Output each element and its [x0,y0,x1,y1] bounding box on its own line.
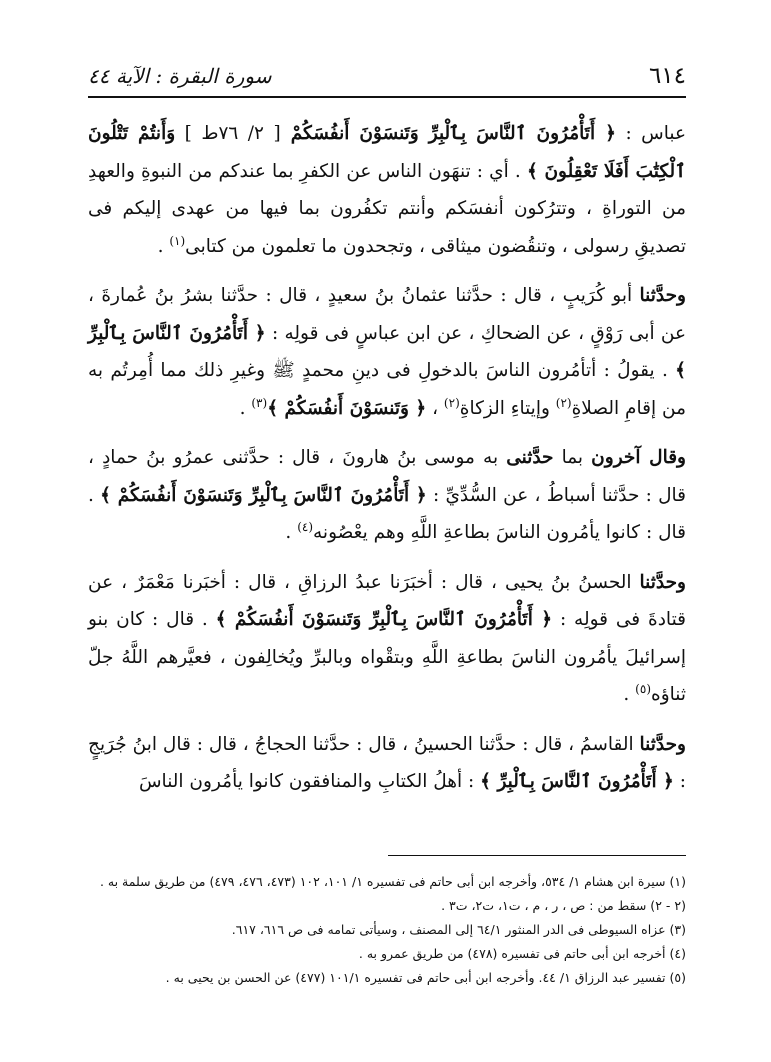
running-header [88,58,686,94]
header-title: سورة البقرة : الآية ٤٤ [88,64,272,88]
footnote: (٢ - ٢) سقط من : ص ، ر ، م ، ت١، ت٢، ت٣ . [441,898,686,913]
text-run: : أهلُ الكتابِ والمنافقون كانوا يأمُرون الناسَ [138,771,481,792]
text-run: القاسمُ ، قال : حدَّثنا الحسينُ ، قال : حدَّثنا الحجاجُ ، قال : قال ابنُ جُرَيجٍ : [88,733,686,792]
quran-quote: وَأَنتُمْ تَتْلُونَ ٱلْكِتَٰبَ أَفَلَا تَعْقِلُونَ ﴾ [88,123,687,182]
page-number: ٦١٤ [648,63,686,89]
text-run: . [157,235,170,257]
paragraph [88,439,686,552]
text-run: . [239,397,252,419]
paragraph [88,564,686,714]
text-run: . [623,684,636,705]
chain-lead: وحدَّثنا [639,733,686,755]
footnote: (١) سيرة ابن هشام ١/ ٥٣٤، وأخرجه ابن أبى حاتم فى تفسيره ١/ ١٠١، ١٠٢ (٤٧٣، ٤٧٦، ٤٧٩) من طريق سلمة به . [99,874,686,889]
footnote: (٤) أخرجه ابن أبى حاتم فى تفسيره (٤٧٨) من طريق عمرو به . [358,946,686,961]
chain-lead: وحدَّثنا [639,285,686,306]
text-run: ، [426,397,444,419]
footnotes [88,870,686,990]
quran-quote: ﴿ أَتَأْمُرُونَ ٱلنَّاسَ بِٱلْبِرِّ ﴾ [480,771,674,792]
text-run: . أي : تنهَون الناس عن الكفرِ بما عندكم من النبوةِ والعهدِ من التوراةِ ، وتترُكون أنفسَكم وأنتم تكفُرون بما فيها من عهدى إليكم فى تصديقِ رسولى ، وتنقُضون ميثاقى ، وتجحدون ما تعلمون من كتابى [88,160,686,257]
footnote-marker: (١) [169,233,186,248]
quran-quote: ﴿ أَتَأْمُرُونَ ٱلنَّاسَ بِٱلْبِرِّ ﴾ [88,322,686,381]
text-run: [ ٢/ ٧٦ط ] [175,123,281,144]
chain-lead: وقال آخرون [591,447,686,468]
text-run: به موسى بنُ هارونَ ، قال : حدَّثنى عمرُو بنُ حمادٍ ، قال : حدَّثنا أسباطُ ، عن السُّدِّيِّ : [88,447,687,506]
quran-quote: ﴿ أَتَأْمُرُونَ ٱلنَّاسَ بِٱلْبِرِّ وَتَنسَوْنَ أَنفُسَكُمْ [280,123,616,144]
footnote-marker: (٢) [555,395,572,410]
header-rule [88,96,686,98]
footnote-marker: (٥) [635,681,651,696]
quran-quote: ﴿ وَتَنسَوْنَ أَنفُسَكُمْ ﴾ [267,397,427,419]
footnote-marker: (٢) [443,395,460,410]
text-run: . قال : كانوا يأمُرون الناسَ بطاعةِ اللَّهِ وهم يعْصُونه [88,484,686,543]
chain-lead: حدَّثنى [506,447,554,468]
text-run: بما [553,447,592,468]
paragraph [88,726,686,801]
text-run: الحسنُ بنُ يحيى ، قال : أخبَرَنا عبدُ الرزاقِ ، قال : أخبَرنا مَعْمَرٌ ، عن قتادةَ فى قولِه : [88,571,686,630]
quran-quote: ﴿ أَتَأْمُرُونَ ٱلنَّاسَ بِٱلْبِرِّ وَتَنسَوْنَ أَنفُسَكُمْ ﴾ [100,484,427,506]
footnote: (٥) تفسير عبد الرزاق ١/ ٤٤. وأخرجه ابن أبى حاتم فى تفسيره ١٠١/١ (٤٧٧) عن الحسن بن يحيى به . [165,970,686,985]
footnote-rule [388,855,686,856]
text-run: وإيتاءِ الزكاةِ [459,397,556,419]
text-run: . يقولُ : أتأمُرون الناسَ بالدخولِ فى دينِ محمدٍ ﷺ وغيرِ ذلك مما أُمِرتُم به من إقامِ الصلاةِ [88,360,686,419]
footnote: (٣) عزاه السيوطى فى الدر المنثور ٦٤/١ إلى المصنف ، وسيأتى تمامه فى ص ٦١٦، ٦١٧. [231,922,686,937]
paragraph [88,115,686,265]
chain-lead: وحدَّثنا [639,571,686,593]
text-run: أبو كُرَيبٍ ، قال : حدَّثنا عثمانُ بنُ سعيدٍ ، قال : حدَّثنا بشرُ بنُ عُمارةَ ، عن أبى رَوْقٍ ، عن الضحاكِ ، عن ابن عباسٍ فى قولِه : [88,285,686,344]
quran-quote: ﴿ أَتَأْمُرُونَ ٱلنَّاسَ بِٱلْبِرِّ وَتَنسَوْنَ أَنفُسَكُمْ ﴾ [215,609,553,630]
text-run: عباس : [615,123,686,144]
text-run: . [285,522,298,543]
footnote-marker: (٤) [297,519,314,534]
paragraph [88,277,686,427]
text-run: . قال : كان بنو إسرائيلَ يأمُرون الناسَ بطاعةِ اللَّهِ وبتقْواه وبالبرِّ ويُخالِفون ، فعيَّرهم اللَّهُ جلّ ثناؤه [88,609,686,705]
main-text [88,115,686,813]
footnote-marker: (٣) [251,395,268,410]
